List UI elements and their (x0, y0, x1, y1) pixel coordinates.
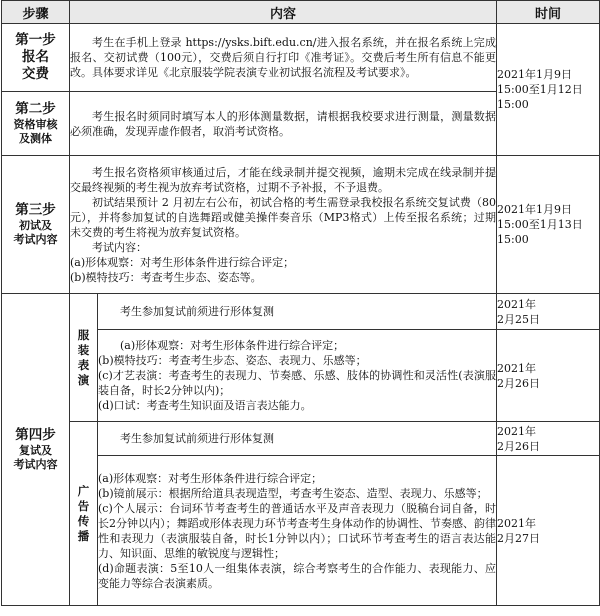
step-1-sub2: 交费 (22, 66, 49, 82)
ad-row-1 (98, 422, 497, 456)
fashion-item-b: (b)模特技巧：考查考生步态、姿态、表现力、乐感等； (98, 354, 367, 367)
time-date: 2月25日 (497, 312, 541, 326)
time-year: 2021年 (497, 516, 537, 530)
step-row-3 (2, 156, 600, 294)
header-row (2, 1, 600, 24)
fashion-row-1-time (497, 294, 600, 330)
exam-procedure-table (1, 0, 600, 606)
group-label-char: 装 (77, 342, 90, 357)
step-3-para-1: 考生报名资格须审核通过后，才能在线录制并提交视频，逾期未完成在线录制并提交最终视频的考生视为放弃考试资格，过期不予补报，不予退费。 (70, 165, 497, 194)
header-time: 时间 (497, 1, 600, 24)
ad-row-2-time (497, 456, 600, 606)
fashion-item-c: (c)才艺表演：考查考生的表现力、节奏感、乐感、肢体的协调性和灵活性(表演服装自备，时长2分钟以内)； (98, 369, 497, 397)
fashion-row-1-text: 考生参加复试前须进行形体复测 (120, 305, 274, 318)
step-label-2 (2, 92, 70, 156)
fashion-row-2-time (497, 330, 600, 422)
group-label-char: 告 (77, 498, 90, 513)
step-2-sub2: 及测体 (19, 132, 52, 145)
ad-row-1-tr (2, 422, 600, 456)
ad-item-d: (d)命题表演：5至10人一组集体表演，综合考察考生的合作能力、表现能力、应变能力等综合表演素质。 (98, 561, 497, 590)
time-date: 2月26日 (497, 376, 541, 390)
step-3-time: 2021年1月9日15:00至1月13日15:00 (497, 156, 600, 294)
fashion-row-2 (98, 330, 497, 422)
group-label-char: 播 (77, 528, 90, 543)
step-row-1 (2, 24, 600, 92)
ad-row-1-text: 考生参加复试前须进行形体复测 (120, 432, 274, 445)
step-3-item-b: (b)模特技巧：考查考生步态、姿态等。 (70, 270, 262, 284)
group-label-char: 表 (77, 357, 90, 372)
step-label-1 (2, 24, 70, 92)
header-step: 步骤 (2, 1, 70, 24)
time-year: 2021年 (497, 297, 537, 311)
step-1-sub1: 报名 (22, 49, 49, 65)
step-3-para-2: 初试结果预计 2 月初左右公布，初试合格的考生需登录我校报名系统交复试费（80元），并将参加复试的自选舞蹈或健美操伴奏音乐（MP3格式）上传至报名系统；过期未交费的考生将视为放弃复试资格。 (70, 195, 497, 239)
step-3-title: 第三步 (15, 202, 56, 218)
step-4-title: 第四步 (15, 427, 56, 443)
step-4-sub1: 复试及 (19, 444, 52, 457)
step-3-sub2: 考试内容 (13, 233, 58, 246)
step-1-text: 考生在手机上登录 https://ysks.bift.edu.cn/进入报名系统，并在报名系统上完成报名、交初试费（100元），交费后须自行打印《准考证》。交费后考生所有信息不能更改。具体要求详见《北京服装学院表演专业初试报名流程及考试要求》。 (70, 36, 497, 79)
step-3-para-3: 考试内容： (92, 240, 147, 254)
step-1-2-time: 2021年1月9日15:00至1月12日15:00 (497, 24, 600, 156)
time-year: 2021年 (497, 361, 537, 375)
group-label-advertising (70, 422, 98, 606)
step-2-sub1: 资格审核 (13, 118, 58, 131)
fashion-row-1 (98, 294, 497, 330)
group-label-char: 广 (77, 483, 90, 498)
step-label-4 (2, 294, 70, 606)
step-4-sub2: 考试内容 (13, 458, 58, 471)
step-3-item-a: (a)形体观察：对考生形体条件进行综合评定； (70, 255, 295, 269)
time-year: 2021年 (497, 424, 537, 438)
ad-item-b: (b)镜前展示：根据所给道具表现造型，考查考生姿态、造型、表现力、乐感等； (98, 486, 488, 500)
step-label-3 (2, 156, 70, 294)
step-3-content (70, 156, 497, 294)
group-label-char: 传 (77, 513, 90, 528)
step-2-content (70, 92, 497, 156)
time-date: 2月26日 (497, 439, 541, 453)
step-2-text: 考生报名时须同时填写本人的形体测量数据，请根据我校要求进行测量，测量数据必须准确，发现弄虚作假者，取消考试资格。 (70, 109, 497, 138)
step-1-content (70, 24, 497, 92)
header-content: 内容 (70, 1, 497, 24)
group-label-char: 演 (77, 372, 90, 387)
step-1-title: 第一步 (15, 32, 56, 48)
group-label-fashion (70, 294, 98, 422)
step-2-title: 第二步 (15, 101, 56, 117)
fashion-item-d: (d)口试：考查考生知识面及语言表达能力。 (98, 399, 312, 412)
group-label-char: 服 (77, 327, 90, 342)
fashion-item-a: (a)形体观察：对考生形体条件进行综合评定； (120, 339, 345, 352)
time-date: 2月27日 (497, 531, 541, 545)
ad-item-a: (a)形体观察：对考生形体条件进行综合评定； (98, 471, 323, 485)
step-3-sub1: 初试及 (19, 219, 52, 232)
step-row-4 (2, 294, 600, 330)
ad-row-1-time (497, 422, 600, 456)
ad-item-c: (c)个人展示：台词环节考查考生的普通话水平及声音表现力（脱稿台词自备，时长2分钟以内）；舞蹈或形体表现力环节考查考生身体动作的协调性、节奏感、韵律性和表现力（表演服装自备，时长1分钟以内）；口试环节考查考生的语言表达能力、知识面、思维的敏锐度与逻辑性； (98, 501, 497, 560)
ad-row-2 (98, 456, 497, 606)
